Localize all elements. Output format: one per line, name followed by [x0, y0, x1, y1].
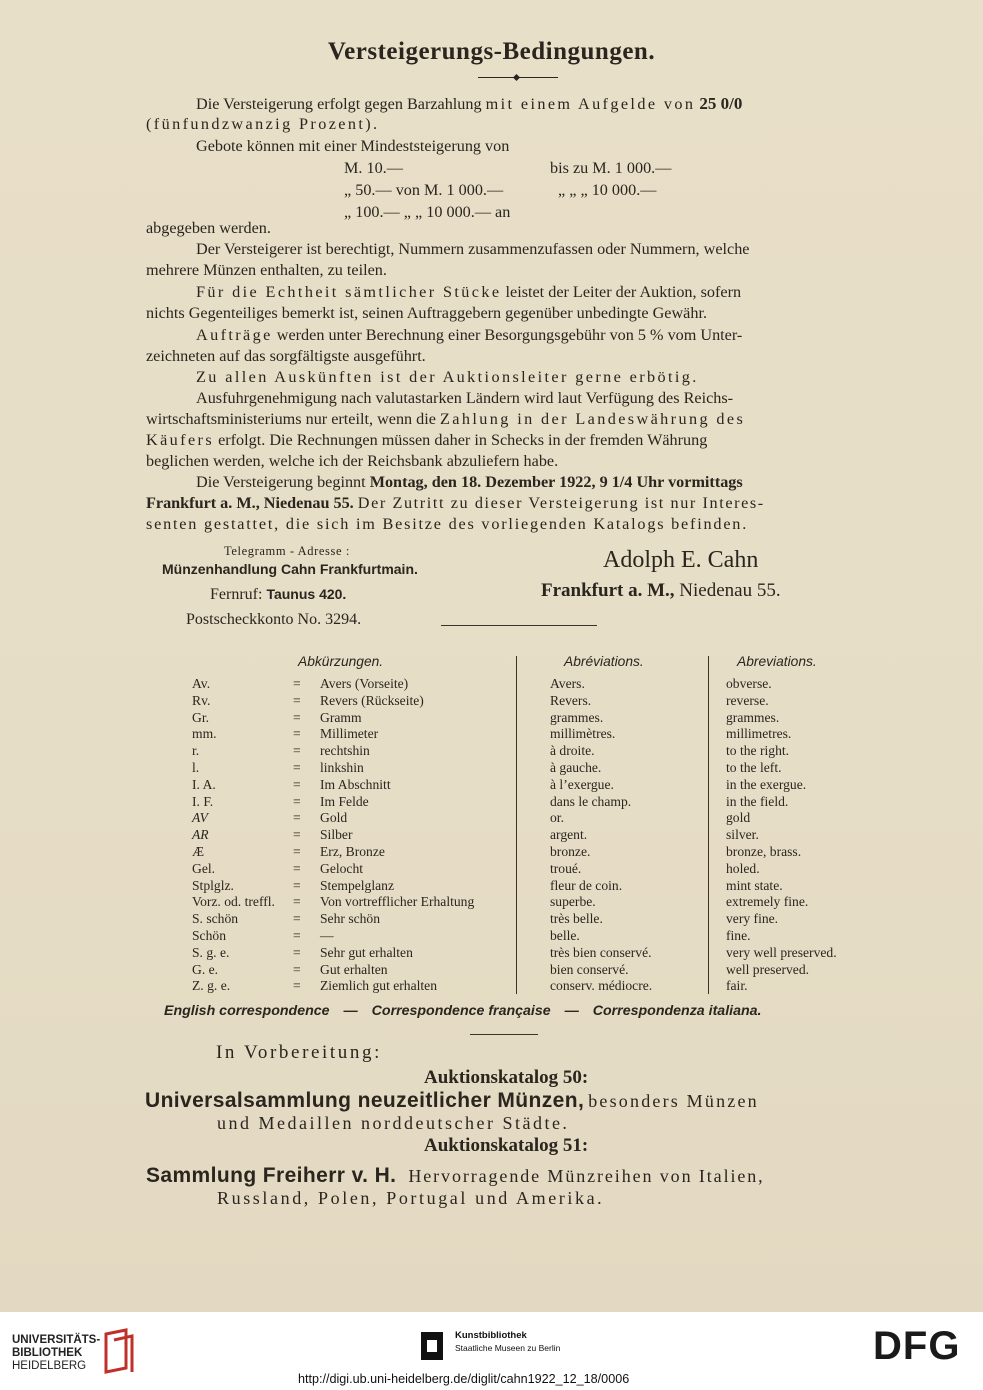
table-cell-french: bronze. [550, 844, 591, 859]
para1-line2: (fünfundzwanzig Prozent). [146, 115, 380, 133]
uni-line-2: BIBLIOTHEK [12, 1347, 83, 1359]
para3-spaced: Für die Echtheit sämtlicher Stücke [196, 283, 502, 301]
correspondence-line [164, 1003, 761, 1019]
para7-text: Die Versteigerung beginnt [196, 473, 366, 491]
table-cell-german: Im Felde [320, 793, 369, 809]
divider-correspondence [470, 1034, 538, 1035]
table-cell-french: très bien conservé. [550, 944, 652, 960]
kunstbibliothek-name: Kunstbibliothek [455, 1330, 527, 1341]
table-cell-abbr: Av. [192, 676, 211, 691]
table-cell-german: Avers (Vorseite) [320, 676, 409, 691]
correspondence-dash-2: — [564, 1003, 579, 1019]
table-cell-english: well preserved. [726, 961, 810, 977]
table-cell-german: Gramm [320, 709, 362, 725]
table-cell-abbr: Schön [192, 928, 226, 943]
correspondence-dash-1: — [343, 1003, 358, 1019]
para2-line1: Der Versteigerer ist berechtigt, Nummern zusammenzufassen oder Nummern, welche [196, 240, 750, 258]
table-cell-german: Revers (Rückseite) [320, 692, 424, 708]
para6-text: wirtschaftsministeriums nur erteilt, wenn die [146, 410, 436, 428]
table-cell-english: gold [726, 810, 751, 826]
table-cell-abbr: G. e. [192, 961, 219, 977]
digital-library-footer [0, 1312, 983, 1390]
table-cell-equals: = [293, 978, 301, 994]
table-cell-english: fair. [726, 978, 748, 994]
table-cell-german: Stempelglanz [320, 877, 394, 893]
table-cell-equals: = [293, 860, 301, 876]
divider-short [441, 625, 597, 626]
table-cell-english: to the right. [726, 743, 790, 759]
table-cell-french: dans le champ. [550, 793, 632, 809]
catalog-50-title: Universalsammlung neuzeitlicher Münzen, [145, 1089, 585, 1112]
table-cell-german: Gold [320, 810, 348, 826]
bids-row3: „ 100.— „ „ 10 000.— an [344, 203, 511, 221]
para4-line2: zeichneten auf das sorgfältigste ausgeführt. [146, 347, 426, 365]
para4-line1 [196, 325, 742, 346]
table-cell-french: conserv. médiocre. [550, 978, 653, 994]
table-cell-english: very well preserved. [726, 944, 837, 960]
table-cell-french: millimètres. [550, 726, 616, 742]
table-cell-abbr: Rv. [192, 692, 211, 708]
table-cell-german: Erz, Bronze [320, 844, 385, 859]
table-header-en: Abreviations. [737, 654, 817, 669]
correspondence-it: Correspondenza italiana. [592, 1003, 762, 1019]
table-cell-german: Sehr gut erhalten [320, 944, 413, 960]
bids-intro: Gebote können mit einer Mindeststeigerung von [196, 137, 510, 155]
telegram-address: Münzenhandlung Cahn Frankfurtmain. [162, 561, 418, 577]
table-cell-german: Im Abschnitt [320, 776, 391, 792]
para2-line2: mehrere Münzen enthalten, zu teilen. [146, 261, 387, 279]
table-cell-french: superbe. [550, 894, 596, 910]
table-cell-equals: = [293, 911, 301, 927]
permalink-url[interactable]: http://digi.ub.uni-heidelberg.de/diglit/cahn1922_12_18/0006 [298, 1372, 630, 1386]
table-cell-english: bronze, brass. [726, 844, 802, 859]
auction-date: Montag, den 18. Dezember 1922, 9 1/4 Uhr vormittags [369, 473, 743, 491]
table-cell-equals: = [293, 827, 301, 843]
correspondence-fr: Correspondence française [371, 1003, 551, 1019]
correspondence-en: English correspondence [164, 1003, 330, 1019]
table-cell-german: Millimeter [320, 726, 379, 742]
auction-location: Frankfurt a. M., Niedenau 55. [146, 494, 354, 512]
table-cell-equals: = [293, 743, 301, 759]
table-header-fr: Abréviations. [564, 654, 644, 669]
table-cell-abbr: AV [192, 810, 208, 826]
table-divider-1 [516, 656, 517, 994]
para4-text: werden unter Berechnung einer Besorgungsgebühr von 5 % vom Unter- [276, 326, 743, 344]
para6-text-2: erfolgt. Die Rechnungen müssen daher in Schecks in der fremden Währung [218, 431, 708, 449]
para5: Zu allen Auskünften ist der Auktionsleiter gerne erbötig. [196, 368, 699, 386]
table-cell-abbr: S. g. e. [192, 944, 230, 960]
table-cell-abbr: AR [192, 827, 209, 843]
table-cell-equals: = [293, 726, 301, 742]
para6-buyer: Käufers [146, 431, 215, 449]
table-cell-french: Avers. [550, 676, 585, 691]
table-cell-english: obverse. [726, 676, 772, 691]
table-cell-german: Gut erhalten [320, 961, 388, 977]
para6-line4: beglichen werden, welche ich der Reichsbank abzuliefern habe. [146, 452, 559, 470]
table-cell-german: linkshin [320, 760, 364, 775]
table-cell-abbr: r. [192, 743, 200, 759]
table-cell-english: extremely fine. [726, 894, 809, 910]
table-cell-equals: = [293, 760, 301, 775]
para7-access: Der Zutritt zu dieser Versteigerung ist nur Interes- [357, 494, 765, 512]
para7-line3: senten gestattet, die sich im Besitze des vorliegenden Katalogs befinden. [146, 515, 749, 533]
para6-line3 [146, 430, 707, 451]
bids-end: abgegeben werden. [146, 219, 271, 237]
table-cell-english: very fine. [726, 911, 779, 927]
table-cell-abbr: Æ [192, 844, 205, 859]
table-cell-german: — [320, 928, 334, 943]
page-title: Versteigerungs-Bedingungen. [327, 38, 656, 65]
para6-line1: Ausfuhrgenehmigung nach valutastarken Ländern wird laut Verfügung des Reichs- [196, 389, 734, 407]
table-cell-english: to the left. [726, 760, 782, 775]
table-cell-abbr: Vorz. od. treffl. [192, 894, 275, 910]
phone-label: Fernruf: [210, 586, 263, 603]
table-cell-abbr: I. A. [192, 776, 216, 792]
para4-spaced: Aufträge [196, 326, 273, 344]
table-header-de: Abkürzungen. [298, 654, 384, 669]
table-cell-equals: = [293, 793, 301, 809]
table-cell-equals: = [293, 709, 301, 725]
table-cell-english: millimetres. [726, 726, 792, 742]
catalog-51-title: Sammlung Freiherr v. H. [146, 1164, 397, 1187]
company-name: Adolph E. Cahn [603, 547, 759, 573]
table-cell-french: troué. [550, 860, 582, 876]
kunstbibliothek-sub: Staatliche Museen zu Berlin [455, 1343, 561, 1353]
company-city: Frankfurt a. M., [541, 580, 675, 601]
catalog-50-line1 [145, 1089, 759, 1113]
table-cell-equals: = [293, 810, 301, 826]
table-cell-abbr: I. F. [192, 793, 214, 809]
para1-spaced: mit einem Aufgelde von [485, 95, 696, 113]
bids-row1-a: M. 10.— [344, 159, 403, 177]
table-cell-french: très belle. [550, 911, 603, 927]
catalog-51-line1 [146, 1164, 765, 1188]
catalog-51-line2: Russland, Polen, Portugal und Amerika. [217, 1188, 605, 1208]
para3-line2: nichts Gegenteiliges bemerkt ist, seinen Auftraggebern gegenüber unbedingte Gewähr. [146, 304, 707, 322]
table-cell-english: reverse. [726, 692, 769, 708]
table-cell-german: rechtshin [320, 743, 370, 759]
table-cell-abbr: l. [192, 760, 200, 775]
table-cell-english: mint state. [726, 877, 783, 893]
para3-text: leistet der Leiter der Auktion, sofern [505, 283, 742, 301]
catalog-51-heading: Auktionskatalog 51: [424, 1135, 589, 1156]
uni-heidelberg-logo-text[interactable] [12, 1334, 100, 1373]
premium-percent: 25 0/0 [699, 94, 743, 113]
table-cell-french: à droite. [550, 743, 595, 759]
uni-line-3: HEIDELBERG [12, 1360, 87, 1372]
para6-spaced: Zahlung in der Landeswährung des [440, 410, 746, 428]
table-cell-english: silver. [726, 827, 759, 843]
table-cell-english: holed. [726, 860, 760, 876]
table-cell-german: Von vortrefflicher Erhaltung [320, 894, 475, 910]
bids-row1-b: bis zu M. 1 000.— [550, 159, 672, 177]
phone-line [210, 586, 346, 604]
para1-line1 [196, 93, 742, 115]
title-ornament [478, 77, 558, 80]
dfg-logo[interactable]: DFG [873, 1324, 961, 1368]
table-cell-equals: = [293, 676, 301, 691]
telegram-label: Telegramm - Adresse : [224, 544, 350, 558]
table-cell-french: fleur de coin. [550, 877, 623, 893]
para3-line1 [196, 282, 741, 303]
table-cell-equals: = [293, 928, 301, 943]
table-cell-german: Sehr schön [320, 911, 381, 927]
postal-account: Postscheckkonto No. 3294. [186, 611, 362, 628]
table-cell-german: Silber [320, 827, 353, 843]
company-address [541, 580, 781, 602]
table-cell-equals: = [293, 877, 301, 893]
table-cell-french: or. [550, 810, 564, 826]
para7-line1 [196, 472, 743, 493]
para6-line2 [146, 409, 745, 430]
catalog-50-heading: Auktionskatalog 50: [424, 1067, 589, 1088]
catalog-50-rest: besonders Münzen [588, 1091, 759, 1111]
table-cell-equals: = [293, 894, 301, 910]
table-cell-french: bien conservé. [550, 961, 629, 977]
table-cell-french: Revers. [550, 692, 592, 708]
table-cell-german: Ziemlich gut erhalten [320, 978, 438, 994]
table-cell-abbr: Gel. [192, 860, 216, 876]
table-cell-english: grammes. [726, 709, 780, 725]
table-cell-equals: = [293, 692, 301, 708]
bids-row2-a: „ 50.— von M. 1 000.— [344, 181, 504, 199]
table-cell-french: argent. [550, 827, 588, 843]
table-cell-english: fine. [726, 928, 751, 943]
table-cell-abbr: Gr. [192, 709, 209, 725]
bids-row2-b: „ „ „ 10 000.— [558, 181, 657, 199]
phone-number: Taunus 420. [266, 586, 347, 602]
table-cell-french: belle. [550, 928, 580, 943]
table-cell-equals: = [293, 944, 301, 960]
table-cell-french: à l’exergue. [550, 776, 614, 792]
table-cell-abbr: Stplglz. [192, 877, 234, 893]
uni-line-1: UNIVERSITÄTS- [12, 1334, 101, 1346]
table-cell-equals: = [293, 776, 301, 792]
catalog-50-line2: und Medaillen norddeutscher Städte. [217, 1113, 570, 1133]
table-cell-french: grammes. [550, 709, 604, 725]
table-divider-2 [708, 656, 709, 994]
table-cell-german: Gelocht [320, 860, 364, 876]
table-cell-french: à gauche. [550, 760, 602, 775]
catalog-51-rest: Hervorragende Münzreihen von Italien, [408, 1166, 765, 1186]
table-cell-equals: = [293, 844, 301, 859]
company-street: Niedenau 55. [679, 580, 781, 601]
table-cell-equals: = [293, 961, 301, 977]
uni-heidelberg-emblem-icon [102, 1328, 136, 1374]
kunstbibliothek-logo-icon [421, 1332, 443, 1360]
para7-line2 [146, 493, 765, 514]
table-cell-english: in the exergue. [726, 776, 807, 792]
table-cell-english: in the field. [726, 793, 789, 809]
prep-heading: In Vorbereitung: [216, 1042, 382, 1063]
table-cell-abbr: mm. [192, 726, 217, 742]
table-cell-abbr: Z. g. e. [192, 978, 231, 994]
para1-text: Die Versteigerung erfolgt gegen Barzahlung [196, 95, 482, 113]
table-cell-abbr: S. schön [192, 911, 239, 927]
